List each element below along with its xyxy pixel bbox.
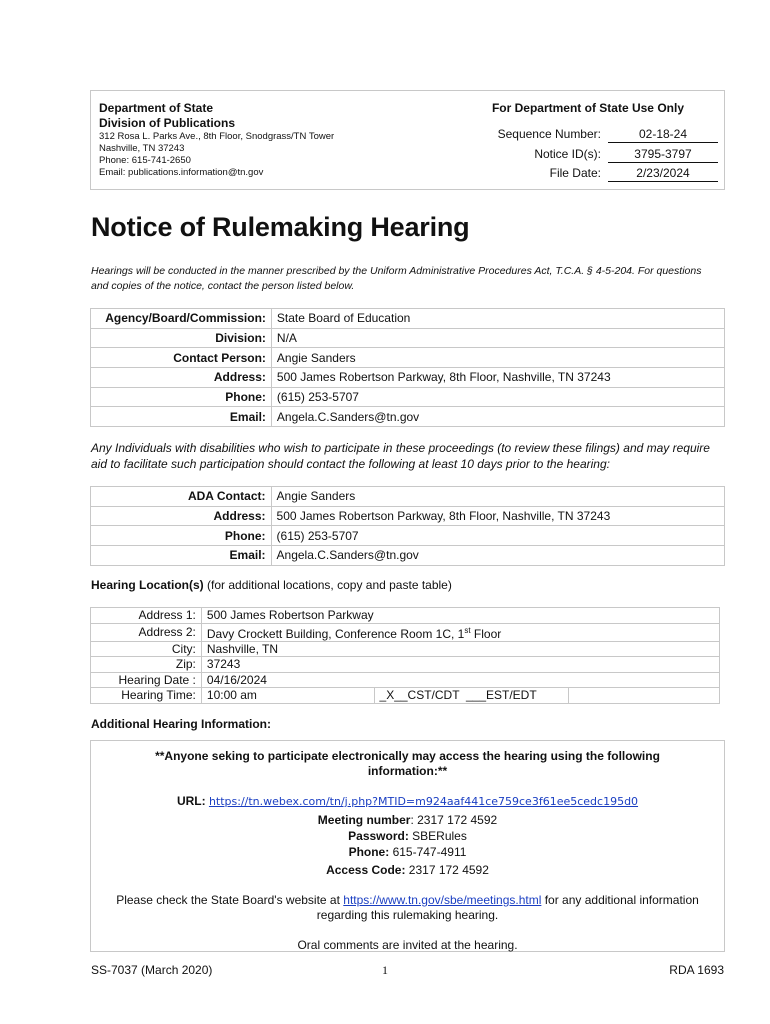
address2-sup: st	[464, 625, 471, 635]
timezone-selection: _X__CST/CDT ___EST/EDT	[374, 688, 569, 704]
division-name: Division of Publications	[99, 116, 236, 130]
agency-value: (615) 253-5707	[271, 387, 724, 407]
department-phone: Phone: 615-741-2650	[99, 155, 191, 166]
sbe-meetings-link[interactable]: https://www.tn.gov/sbe/meetings.html	[343, 893, 542, 907]
table-row	[91, 407, 725, 427]
ada-intro-text: Any Individuals with disabilities who wish to participate in these proceedings (to review these filings) and may require aid to facilitate such participation should contact the following at least 10 days prior to the hearing:	[91, 441, 710, 471]
footer-form-number: SS-7037 (March 2020)	[91, 963, 213, 977]
department-email: Email: publications.information@tn.gov	[99, 167, 264, 178]
table-row	[91, 368, 725, 388]
meeting-number-line	[91, 812, 724, 828]
hearing-time-value: 10:00 am	[201, 688, 374, 704]
ada-label: ADA Contact:	[91, 487, 272, 507]
notice-id-label: Notice ID(s):	[534, 147, 601, 161]
check-website-line	[91, 892, 724, 908]
file-date-value: 2/23/2024	[608, 166, 718, 182]
zip-value: 37243	[201, 657, 719, 673]
address2-value	[201, 623, 719, 641]
access-code-line	[91, 862, 724, 878]
hearing-location-table	[90, 607, 720, 704]
table-row	[91, 672, 720, 688]
intro-text: Hearings will be conducted in the manner prescribed by the Uniform Administrative Procedures Act, T.C.A. § 4-5-204. For questions and copies of the notice, contact the person listed below.	[91, 265, 702, 292]
additional-info-box	[90, 740, 725, 952]
department-name: Department of State	[99, 101, 214, 115]
department-address2: Nashville, TN 37243	[99, 143, 185, 154]
password-value: SBERules	[408, 829, 467, 843]
table-row	[91, 387, 725, 407]
page-title: Notice of Rulemaking Hearing	[91, 212, 470, 242]
hearing-location-heading	[91, 578, 452, 592]
ada-value: Angela.C.Sanders@tn.gov	[271, 546, 724, 566]
table-row	[91, 348, 725, 368]
ada-value: (615) 253-5707	[271, 526, 724, 546]
department-address1: 312 Rosa L. Parks Ave., 8th Floor, Snodgrass/TN Tower	[99, 131, 335, 142]
agency-value: 500 James Robertson Parkway, 8th Floor, Nashville, TN 37243	[271, 368, 724, 388]
hearing-time-label: Hearing Time:	[91, 688, 202, 704]
ada-label: Email:	[91, 546, 272, 566]
zip-label: Zip:	[91, 657, 202, 673]
oral-comments-line: Oral comments are invited at the hearing.	[297, 938, 518, 952]
agency-label: Contact Person:	[91, 348, 272, 368]
table-row	[91, 328, 725, 348]
city-label: City:	[91, 641, 202, 657]
sequence-number-value: 02-18-24	[608, 127, 718, 143]
address1-value: 500 James Robertson Parkway	[201, 608, 719, 624]
table-row	[91, 688, 720, 704]
table-row	[91, 309, 725, 329]
table-row	[91, 641, 720, 657]
password-label: Password:	[348, 829, 409, 843]
address2-label: Address 2:	[91, 623, 202, 641]
ada-value: Angie Sanders	[271, 487, 724, 507]
file-date-label: File Date:	[549, 166, 601, 180]
agency-label: Address:	[91, 368, 272, 388]
phone-label: Phone:	[348, 845, 390, 859]
hearing-date-value: 04/16/2024	[201, 672, 719, 688]
electronic-access-line1: **Anyone seking to participate electronically may access the hearing using the following	[155, 749, 660, 763]
agency-value: N/A	[271, 328, 724, 348]
footer-rda: RDA 1693	[669, 963, 724, 977]
table-row	[91, 546, 725, 566]
address1-label: Address 1:	[91, 608, 202, 624]
ada-label: Phone:	[91, 526, 272, 546]
table-row	[91, 657, 720, 673]
phone-line	[91, 844, 724, 860]
address2-value-end: Floor	[470, 626, 502, 641]
hearing-location-heading-rest: (for additional locations, copy and paste table)	[203, 578, 452, 592]
city-value: Nashville, TN	[201, 641, 719, 657]
electronic-access-line2: information:**	[367, 764, 448, 778]
footer-page-number: 1	[382, 963, 388, 977]
password-line	[91, 828, 724, 844]
access-code-label: Access Code:	[326, 863, 406, 877]
url-label: URL:	[176, 794, 209, 808]
table-row	[91, 608, 720, 624]
ada-label: Address:	[91, 506, 272, 526]
webex-url-link[interactable]: https://tn.webex.com/tn/j.php?MTID=m924aaf441ce759ce3f61ee5cedc195d0	[208, 795, 639, 808]
access-code-value: 2317 172 4592	[405, 863, 489, 877]
phone-value: 615-747-4911	[389, 845, 467, 859]
file-date-row	[421, 166, 719, 182]
agency-label: Division:	[91, 328, 272, 348]
agency-label: Email:	[91, 407, 272, 427]
agency-label: Phone:	[91, 387, 272, 407]
department-block	[99, 101, 419, 179]
for-use-title: For Department of State Use Only	[491, 101, 684, 115]
agency-label: Agency/Board/Commission:	[91, 309, 272, 329]
check-website-line2: regarding this rulemaking hearing.	[316, 908, 499, 922]
agency-table	[90, 308, 725, 427]
check-website-pre: Please check the State Board's website at	[116, 893, 344, 907]
hearing-location-heading-bold: Hearing Location(s)	[91, 578, 204, 592]
hearing-date-label: Hearing Date :	[91, 672, 202, 688]
meeting-number-value: : 2317 172 4592	[410, 813, 498, 827]
notice-id-row	[421, 147, 719, 163]
table-row	[91, 526, 725, 546]
sequence-number-label: Sequence Number:	[497, 127, 601, 141]
ada-table	[90, 486, 725, 566]
agency-value: Angie Sanders	[271, 348, 724, 368]
table-row	[91, 487, 725, 507]
url-line	[91, 793, 724, 810]
address2-value-main: Davy Crockett Building, Conference Room 1C, 1	[206, 626, 465, 641]
header-box	[90, 90, 725, 190]
sequence-number-row	[421, 127, 719, 143]
notice-id-value: 3795-3797	[608, 147, 718, 163]
empty-cell	[569, 688, 720, 704]
table-row	[91, 506, 725, 526]
agency-value: Angela.C.Sanders@tn.gov	[271, 407, 724, 427]
agency-value: State Board of Education	[271, 309, 724, 329]
meeting-number-label: Meeting number	[317, 813, 411, 827]
ada-value: 500 James Robertson Parkway, 8th Floor, Nashville, TN 37243	[271, 506, 724, 526]
table-row	[91, 623, 720, 641]
check-website-post: for any additional information	[541, 893, 699, 907]
additional-info-heading: Additional Hearing Information:	[91, 717, 271, 731]
